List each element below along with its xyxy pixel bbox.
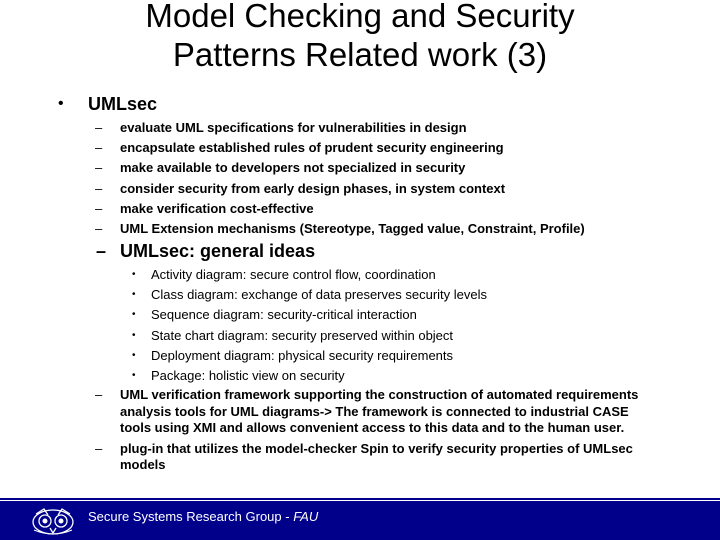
list-item: • Sequence diagram: security-critical interaction (151, 305, 487, 325)
list-item: – plug-in that utilizes the model-checker Spin to verify security properties of UMLsec models (95, 440, 633, 473)
dash-icon: – (95, 200, 103, 216)
framework-list (95, 387, 660, 478)
list-item: – UML Extension mechanisms (Stereotype, Tagged value, Constraint, Profile) (120, 219, 585, 239)
dash-icon: – (95, 387, 103, 402)
footer-org: FAU (293, 509, 319, 524)
list-item: • Class diagram: exchange of data preserves security levels (151, 285, 487, 305)
slide-title-line-2: Patterns Related work (3) (172, 36, 548, 73)
dash-icon: – (95, 160, 103, 176)
footer-divider (0, 498, 720, 500)
list-item: – encapsulate established rules of prudent security engineering (120, 138, 585, 158)
bullet-icon: • (132, 289, 136, 301)
dash-icon: – (95, 180, 103, 196)
footer-group: Secure Systems Research Group (88, 509, 282, 524)
bullet-icon: • (132, 269, 136, 280)
slide-title (0, 0, 720, 74)
dash-icon: – (96, 241, 107, 261)
list-item: – consider security from early design phases, in system context (120, 179, 585, 199)
list-item: – UML verification framework supporting the construction of automated requirements analysis tools for UML diagrams-> The framework is connected to industrial CASE tools using XMI and allows convenient access to this data and to the human user. (95, 387, 639, 436)
umlsec-heading: UMLsec (88, 94, 158, 114)
dash-icon: – (95, 140, 103, 156)
slide-title-line-1: Model Checking and Security (145, 0, 575, 34)
dash-icon: – (95, 221, 103, 237)
bullet-icon: • (58, 95, 64, 112)
list-item: – evaluate UML specifications for vulnerabilities in design (120, 118, 585, 138)
umlsec-goals-list (95, 118, 585, 239)
fau-owl-logo-icon (30, 506, 76, 536)
general-ideas-heading: UMLsec: general ideas (120, 241, 316, 261)
bullet-icon: • (132, 309, 136, 321)
list-item: • Package: holistic view on security (151, 366, 487, 386)
dash-icon: – (95, 440, 103, 456)
bullet-icon: • (132, 349, 136, 361)
dash-icon: – (95, 120, 103, 135)
list-item: • Activity diagram: secure control flow, coordination (151, 265, 487, 285)
bullet-icon: • (132, 370, 136, 382)
list-item: • State chart diagram: security preserved within object (151, 326, 487, 346)
general-ideas-list (132, 265, 487, 386)
bullet-icon: • (132, 329, 136, 341)
footer-separator: - (281, 509, 294, 524)
list-item: – make available to developers not specialized in security (120, 158, 585, 178)
list-item: – make verification cost-effective (120, 199, 585, 219)
footer-credit (88, 509, 318, 524)
list-item: • Deployment diagram: physical security requirements (151, 346, 487, 366)
